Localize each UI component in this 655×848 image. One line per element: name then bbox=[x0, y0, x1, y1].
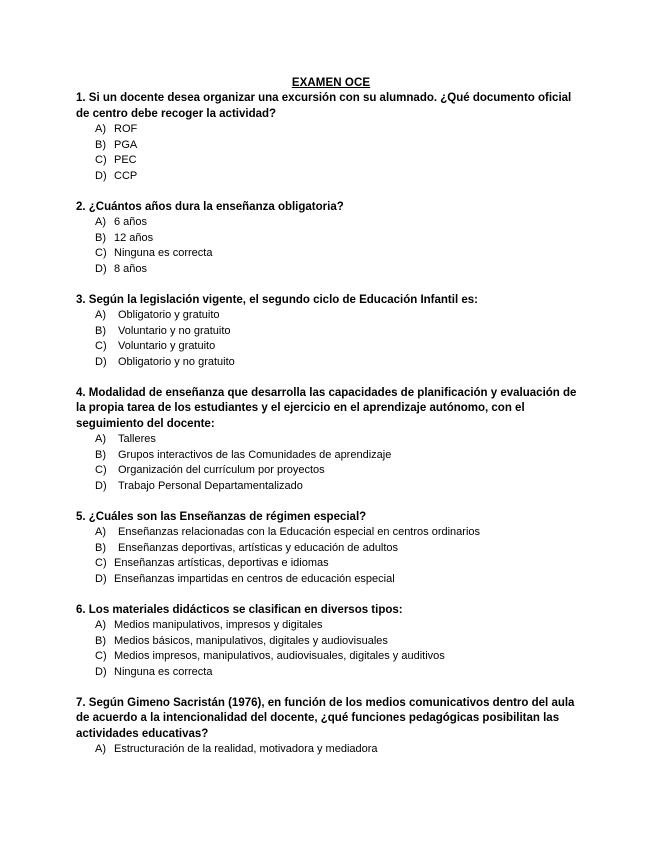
option-a bbox=[76, 215, 586, 231]
option-list bbox=[76, 742, 586, 758]
option-c bbox=[76, 463, 586, 479]
option-text: Enseñanzas impartidas en centros de educación especial bbox=[114, 573, 395, 586]
option-letter: A) bbox=[95, 309, 106, 322]
option-letter: D) bbox=[95, 169, 107, 182]
option-text: Medios impresos, manipulativos, audiovisuales, digitales y auditivos bbox=[114, 650, 445, 663]
question-5 bbox=[76, 510, 586, 588]
option-text: Enseñanzas relacionadas con la Educación especial en centros ordinarios bbox=[118, 526, 481, 539]
question-text: 7. Según Gimeno Sacristán (1976), en función de los medios comunicativos dentro del aula de acuerdo a la intencionalidad del docente, ¿qué funciones pedagógicas posibilitan las actividades educativas? bbox=[76, 696, 575, 740]
option-text: Ninguna es correcta bbox=[114, 247, 213, 260]
option-letter: D) bbox=[95, 355, 107, 368]
option-letter: D) bbox=[95, 480, 107, 493]
option-d bbox=[76, 572, 586, 588]
question-4 bbox=[76, 386, 586, 495]
question-6 bbox=[76, 603, 586, 681]
option-letter: C) bbox=[95, 247, 107, 260]
option-letter: C) bbox=[95, 340, 107, 353]
option-letter: A) bbox=[95, 526, 106, 539]
option-text: CCP bbox=[114, 169, 138, 182]
option-text: ROF bbox=[114, 123, 138, 136]
question-text: 5. ¿Cuáles son las Enseñanzas de régimen especial? bbox=[76, 510, 367, 523]
option-a bbox=[76, 618, 586, 634]
option-text: Estructuración de la realidad, motivadora y mediadora bbox=[114, 743, 378, 756]
option-letter: B) bbox=[95, 634, 106, 647]
option-text: Talleres bbox=[118, 433, 156, 446]
option-text: Enseñanzas artísticas, deportivas e idiomas bbox=[114, 557, 329, 570]
option-list bbox=[76, 122, 586, 184]
option-d bbox=[76, 665, 586, 681]
option-text: 12 años bbox=[114, 231, 154, 244]
option-text: Trabajo Personal Departamentalizado bbox=[118, 480, 303, 493]
option-text: Obligatorio y gratuito bbox=[118, 309, 220, 322]
option-a bbox=[76, 432, 586, 448]
option-letter: A) bbox=[95, 619, 106, 632]
option-letter: B) bbox=[95, 541, 106, 554]
option-letter: B) bbox=[95, 231, 106, 244]
option-b bbox=[76, 541, 586, 557]
option-letter: D) bbox=[95, 573, 107, 586]
option-d bbox=[76, 262, 586, 278]
option-letter: B) bbox=[95, 448, 106, 461]
question-text: 1. Si un docente desea organizar una excursión con su alumnado. ¿Qué documento oficial de centro debe recoger la actividad? bbox=[76, 92, 572, 120]
option-text: Voluntario y no gratuito bbox=[118, 324, 231, 337]
option-letter: A) bbox=[95, 216, 106, 229]
option-b bbox=[76, 448, 586, 464]
option-letter: B) bbox=[95, 324, 106, 337]
option-d bbox=[76, 169, 586, 185]
option-c bbox=[76, 339, 586, 355]
option-c bbox=[76, 153, 586, 169]
option-letter: A) bbox=[95, 743, 106, 756]
option-a bbox=[76, 122, 586, 138]
question-1 bbox=[76, 91, 586, 185]
option-c bbox=[76, 649, 586, 665]
option-text: Obligatorio y no gratuito bbox=[118, 355, 235, 368]
option-b bbox=[76, 138, 586, 154]
option-a bbox=[76, 308, 586, 324]
question-2 bbox=[76, 200, 586, 278]
option-c bbox=[76, 556, 586, 572]
option-text: Organización del currículum por proyectos bbox=[118, 464, 325, 477]
question-text: 4. Modalidad de enseñanza que desarrolla las capacidades de planificación y evaluación de la propia tarea de los estudiantes y el ejercicio en el aprendizaje autónomo, con el seguimiento del docente: bbox=[76, 386, 577, 430]
option-list bbox=[76, 308, 586, 370]
option-letter: D) bbox=[95, 666, 107, 678]
option-text: Ninguna es correcta bbox=[114, 666, 213, 678]
option-text: 6 años bbox=[114, 216, 148, 229]
option-list bbox=[76, 525, 586, 587]
option-d bbox=[76, 355, 586, 371]
option-letter: B) bbox=[95, 138, 106, 151]
option-letter: A) bbox=[95, 123, 106, 136]
option-list bbox=[76, 432, 586, 494]
option-b bbox=[76, 634, 586, 650]
option-d bbox=[76, 479, 586, 495]
option-letter: C) bbox=[95, 650, 107, 663]
option-b bbox=[76, 324, 586, 340]
option-list bbox=[76, 618, 586, 680]
option-text: Grupos interactivos de las Comunidades de aprendizaje bbox=[118, 448, 392, 461]
option-letter: C) bbox=[95, 154, 107, 167]
question-text: 6. Los materiales didácticos se clasifican en diversos tipos: bbox=[76, 603, 403, 616]
option-letter: C) bbox=[95, 464, 107, 477]
option-a bbox=[76, 525, 586, 541]
option-letter: D) bbox=[95, 262, 107, 275]
question-7 bbox=[76, 696, 586, 758]
option-text: 8 años bbox=[114, 262, 148, 275]
option-text: Enseñanzas deportivas, artísticas y educación de adultos bbox=[118, 541, 399, 554]
question-text: 3. Según la legislación vigente, el segundo ciclo de Educación Infantil es: bbox=[76, 293, 478, 306]
option-text: Voluntario y gratuito bbox=[118, 340, 216, 353]
option-letter: A) bbox=[95, 433, 106, 446]
option-text: Medios básicos, manipulativos, digitales y audiovisuales bbox=[114, 634, 388, 647]
option-letter: C) bbox=[95, 557, 107, 570]
option-b bbox=[76, 231, 586, 247]
question-text: 2. ¿Cuántos años dura la enseñanza obligatoria? bbox=[76, 200, 344, 213]
question-list bbox=[76, 91, 586, 758]
option-text: PGA bbox=[114, 138, 138, 151]
option-text: Medios manipulativos, impresos y digitales bbox=[114, 619, 323, 632]
exam-title: EXAMEN OCE bbox=[291, 77, 371, 89]
option-text: PEC bbox=[114, 154, 137, 167]
option-a bbox=[76, 742, 586, 758]
exam-page bbox=[76, 76, 586, 773]
option-c bbox=[76, 246, 586, 262]
question-3 bbox=[76, 293, 586, 371]
option-list bbox=[76, 215, 586, 277]
